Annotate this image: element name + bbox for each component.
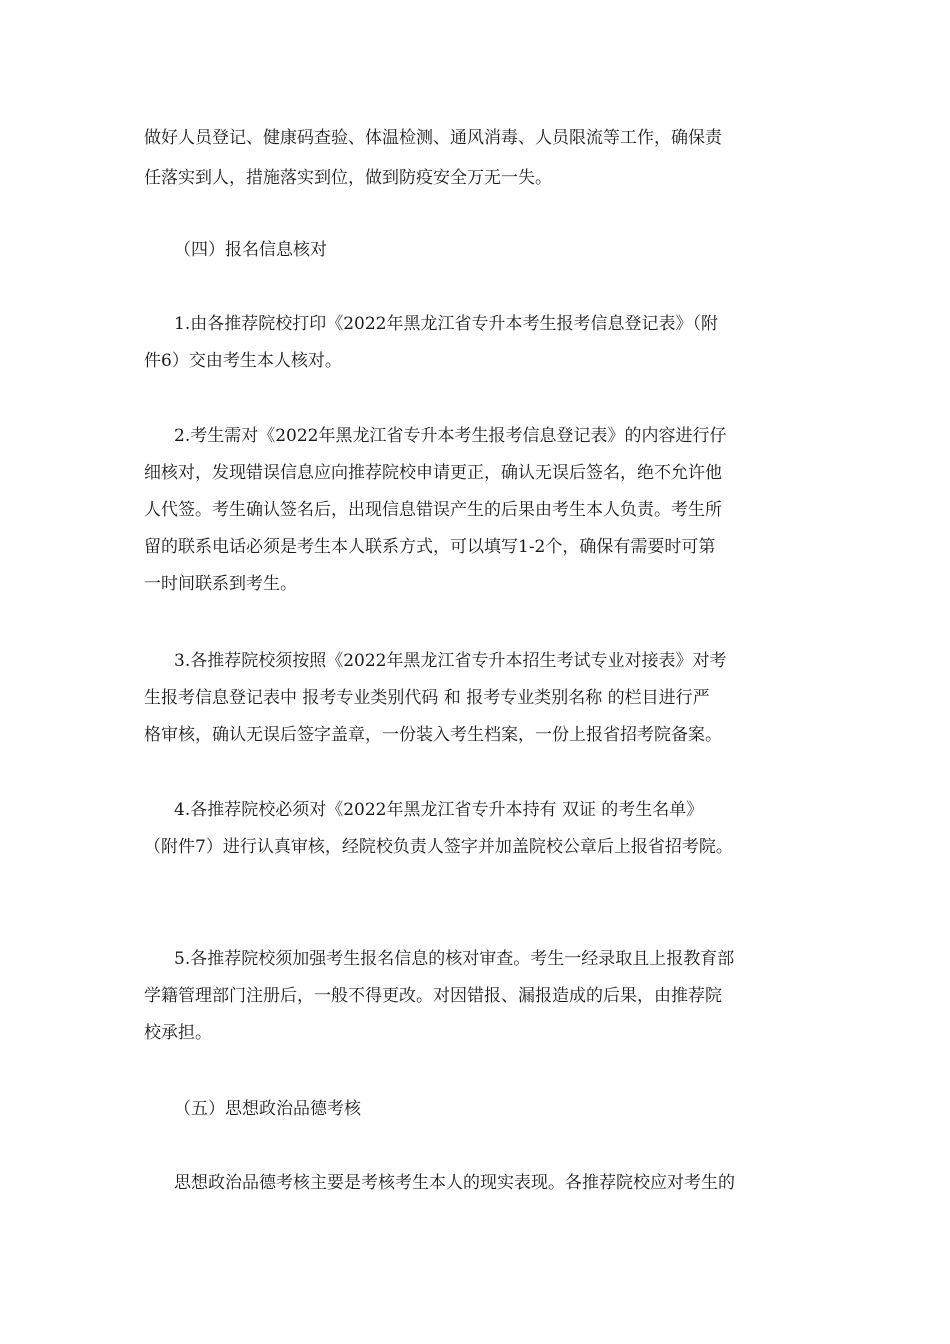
paragraph-line: 校承担。	[144, 1023, 212, 1043]
paragraph-line: 一时间联系到考生。	[144, 574, 297, 594]
paragraph-line: 学籍管理部门注册后，一般不得更改。对因错报、漏报造成的后果，由推荐院	[144, 986, 722, 1006]
paragraph-line: 做好人员登记、健康码查验、体温检测、通风消毒、人员限流等工作，确保责	[144, 128, 722, 148]
paragraph-line: 3.各推荐院校须按照《2022年黑龙江省专升本招生考试专业对接表》对考	[174, 651, 727, 671]
section-heading-5: （五）思想政治品德考核	[174, 1099, 361, 1119]
paragraph-line: 格审核，确认无误后签字盖章，一份装入考生档案，一份上报省招考院备案。	[144, 725, 722, 745]
paragraph-line: 生报考信息登记表中 报考专业类别代码 和 报考专业类别名称 的栏目进行严	[144, 688, 710, 708]
paragraph-line: 细核对，发现错误信息应向推荐院校申请更正，确认无误后签名，绝不允许他	[144, 463, 722, 483]
paragraph-line: （附件7）进行认真审核，经院校负责人签字并加盖院校公章后上报省招考院。	[144, 837, 733, 857]
paragraph-line: 件6）交由考生本人核对。	[144, 351, 342, 371]
paragraph-line: 任落实到人，措施落实到位，做到防疫安全万无一失。	[144, 168, 552, 188]
paragraph-line: 留的联系电话必须是考生本人联系方式，可以填写1-2个，确保有需要时可第	[144, 537, 716, 557]
paragraph-line: 思想政治品德考核主要是考核考生本人的现实表现。各推荐院校应对考生的	[174, 1173, 735, 1193]
paragraph-line: 4.各推荐院校必须对《2022年黑龙江省专升本持有 双证 的考生名单》	[174, 800, 704, 820]
paragraph-line: 5.各推荐院校须加强考生报名信息的核对审查。考生一经录取且上报教育部	[174, 949, 735, 969]
section-heading-4: （四）报名信息核对	[174, 240, 327, 260]
paragraph-line: 1.由各推荐院校打印《2022年黑龙江省专升本考生报考信息登记表》（附	[174, 314, 718, 334]
paragraph-line: 2.考生需对《2022年黑龙江省专升本考生报考信息登记表》的内容进行仔	[174, 426, 727, 446]
paragraph-line: 人代签。考生确认签名后，出现信息错误产生的后果由考生本人负责。考生所	[144, 500, 722, 520]
